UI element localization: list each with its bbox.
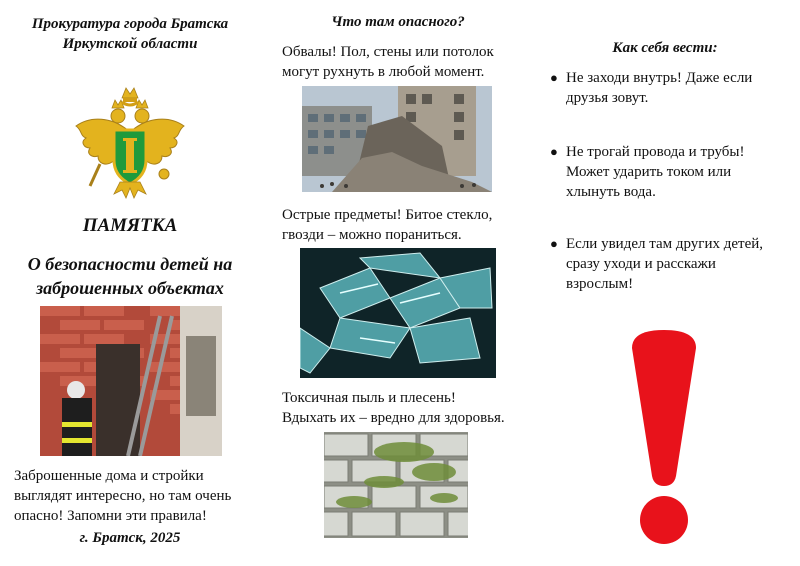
rule3-line-3: взрослым! <box>566 276 634 292</box>
org-line-1: Прокуратура города Братска <box>31 16 229 32</box>
page-title: ПАМЯТКА <box>82 215 178 236</box>
danger2-line-1: Острые предметы! Битое стекло, <box>282 207 493 223</box>
danger-sharp-text <box>282 205 522 245</box>
subtitle-line-2: заброшенных объектах <box>36 278 224 298</box>
rule2-text <box>566 142 745 202</box>
rule2-line-1: Не трогай провода и трубы! <box>566 144 745 160</box>
intro-line-1: Заброшенные дома и стройки <box>14 468 204 484</box>
danger-collapse-text <box>282 42 522 82</box>
rule1-line-2: друзья зовут. <box>566 90 649 106</box>
danger1-line-1: Обвалы! Пол, стены или потолок <box>282 44 494 60</box>
danger-dust-text <box>282 388 522 428</box>
rule1-text <box>566 68 752 108</box>
bullet-icon: ● <box>550 144 558 159</box>
danger3-line-1: Токсичная пыль и плесень! <box>282 390 456 406</box>
collapsed-building-photo <box>302 86 492 192</box>
bullet-icon: ● <box>550 70 558 85</box>
rule3-line-1: Если увидел там других детей, <box>566 236 763 252</box>
footer-city-year: г. Братск, 2025 <box>79 530 181 546</box>
rule3-line-2: сразу уходи и расскажи <box>566 256 716 272</box>
subtitle-line-1: О безопасности детей на <box>27 254 233 274</box>
exclamation-mark-icon <box>614 326 714 548</box>
rule-item-1 <box>550 68 780 108</box>
organization-name <box>20 14 240 54</box>
danger2-line-2: гвозди – можно пораниться. <box>282 227 462 243</box>
rule1-line-1: Не заходи внутрь! Даже если <box>566 70 753 86</box>
mold-wall-photo <box>324 432 468 538</box>
org-line-2: Иркутской области <box>62 36 198 52</box>
rule-item-2 <box>550 142 780 202</box>
danger3-line-2: Вдыхать их – вредно для здоровья. <box>282 410 505 426</box>
bullet-icon: ● <box>550 236 558 251</box>
page-subtitle <box>14 252 246 300</box>
intro-line-3: опасно! Запомни эти правила! <box>14 508 207 524</box>
rule2-line-2: Может ударить током или <box>566 164 732 180</box>
broken-glass-photo <box>300 248 496 378</box>
dangers-heading: Что там опасного? <box>331 14 465 30</box>
danger1-line-2: могут рухнуть в любой момент. <box>282 64 485 80</box>
prosecutor-emblem-icon <box>68 86 192 210</box>
rules-heading: Как себя вести: <box>612 40 718 56</box>
firefighter-photo <box>40 306 222 456</box>
rule3-text <box>566 234 763 294</box>
intro-text <box>14 466 250 526</box>
rule2-line-3: хлынуть вода. <box>566 184 656 200</box>
intro-line-2: выглядят интересно, но там очень <box>14 488 232 504</box>
rule-item-3 <box>550 234 780 294</box>
